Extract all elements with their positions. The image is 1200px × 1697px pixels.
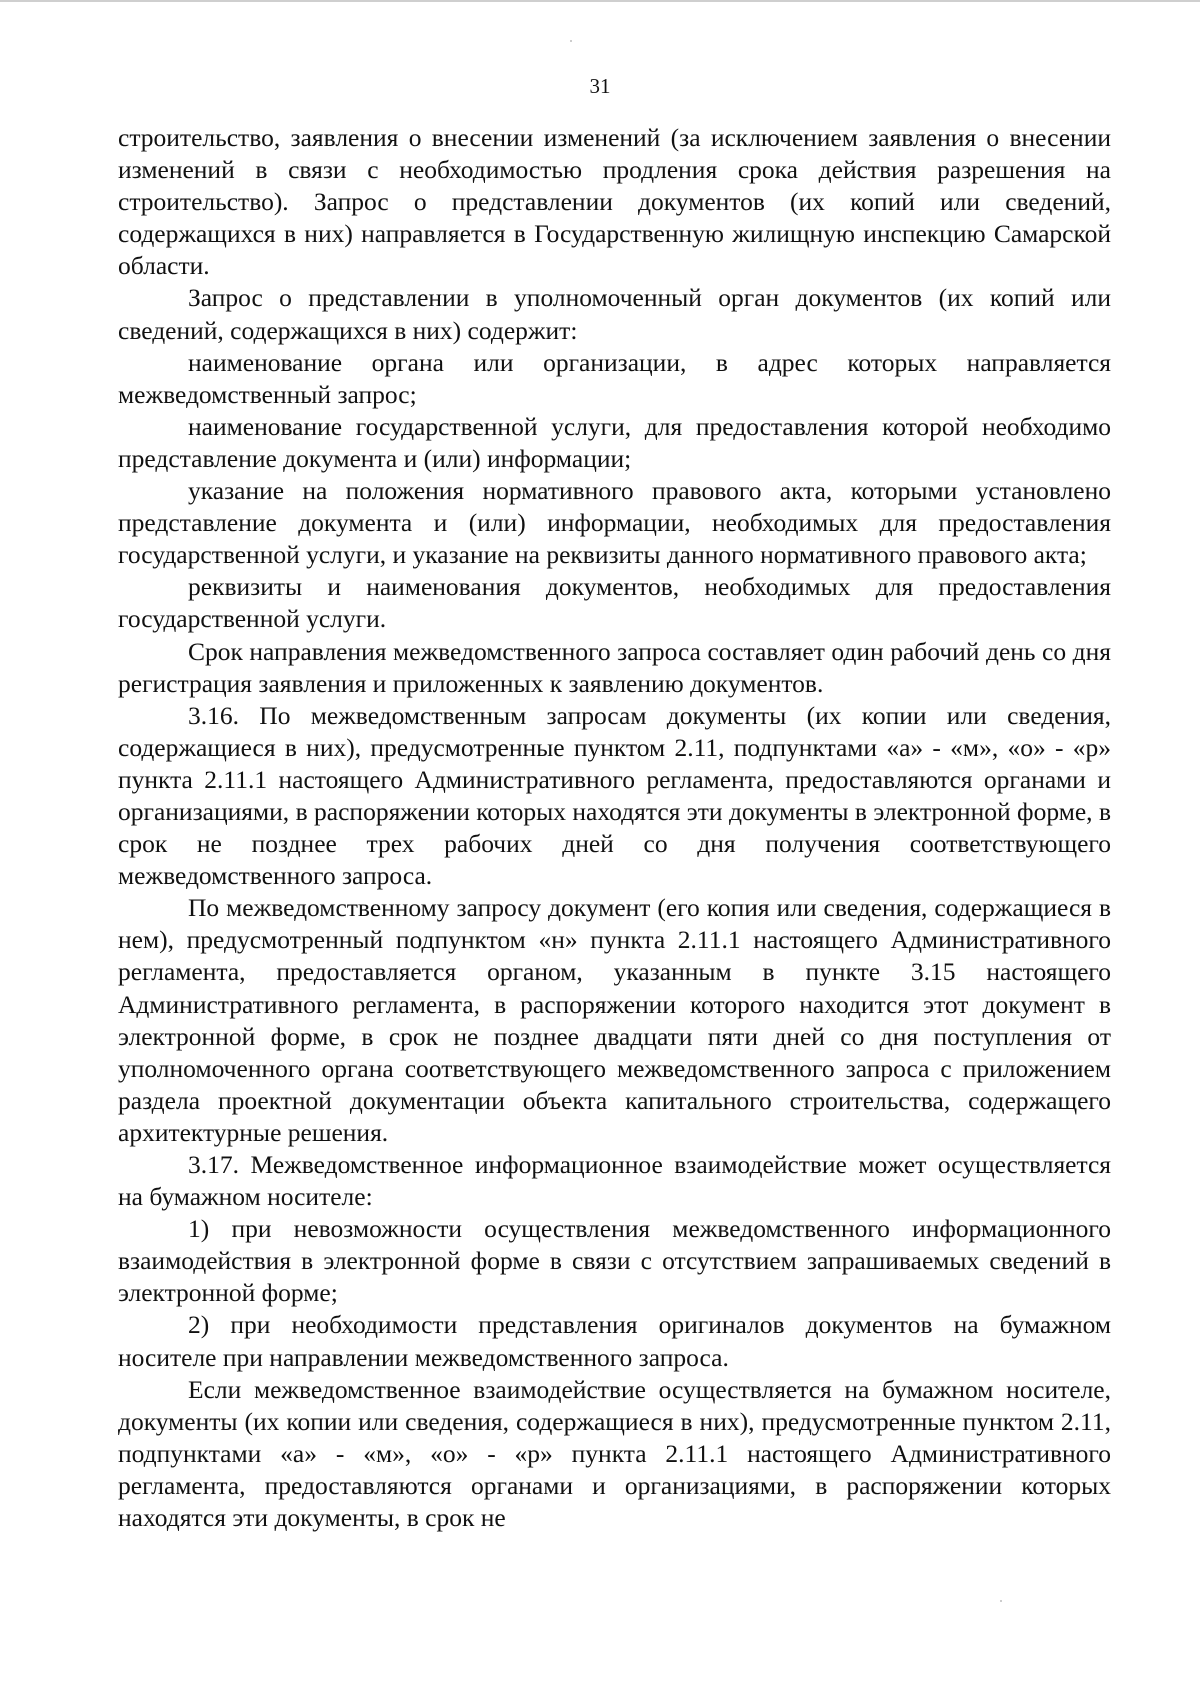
paragraph-continuation: строительство, заявления о внесении изменений (за исключением заявления о внесении изменений в связи с необходимостью продления срока действия разрешения на строительство). Запрос о представлении документов (их копий или сведений, содержащихся в них) направляется в Государственную жилищную инспекцию Самарской области. bbox=[118, 123, 1111, 281]
paragraph-request-deadline: Срок направления межведомственного запроса составляет один рабочий день со дня регистрация заявления и приложенных к заявлению документов. bbox=[118, 636, 1111, 698]
paragraph-3-16-document-n: По межведомственному запросу документ (его копия или сведения, содержащиеся в нем), предусмотренный подпунктом «н» пункта 2.11.1 настоящего Административного регламента, предоставляется органом, указанным в пункте 3.15 настоящего Административного регламента, в распоряжении которого находится этот документ в электронной форме, в срок не позднее двадцати пяти дней со дня поступления от уполномоченного органа соответствующего межведомственного запроса с приложением раздела проектной документации объекта капитального строительства, содержащего архитектурные решения. bbox=[118, 893, 1111, 1147]
page-number: 31 bbox=[589, 74, 611, 98]
paragraph-paper-interaction: Если межведомственное взаимодействие осуществляется на бумажном носителе, документы (их копии или сведения, содержащиеся в них), предусмотренные пунктом 2.11, подпунктами «а» - «м», «о» - «р» пункта 2.11.1 настоящего Административного регламента, предоставляются органами и организациями, в распоряжении которых находятся эти документы, в срок не bbox=[118, 1374, 1111, 1533]
paragraph-3-17: 3.17. Межведомственное информационное взаимодействие может осуществляется на бумажном носителе: bbox=[118, 1150, 1111, 1212]
paragraph-item-requisites: реквизиты и наименования документов, необходимых для предоставления государственной услуги. bbox=[118, 572, 1111, 634]
document-body bbox=[118, 122, 1111, 1534]
paragraph-3-17-item-2: 2) при необходимости представления оригиналов документов на бумажном носителе при направлении межведомственного запроса. bbox=[118, 1310, 1111, 1372]
paragraph-item-organ-name: наименование органа или организации, в адрес которых направляется межведомственный запрос; bbox=[118, 347, 1111, 409]
scan-speck bbox=[1000, 1600, 1002, 1602]
paragraph-item-legal-act: указание на положения нормативного правового акта, которыми установлено представление документа и (или) информации, необходимых для предоставления государственной услуги, и указание на реквизиты данного нормативного правового акта; bbox=[118, 476, 1111, 570]
paragraph-3-17-item-1: 1) при невозможности осуществления межведомственного информационного взаимодействия в электронной форме в связи с отсутствием запрашиваемых сведений в электронной форме; bbox=[118, 1214, 1111, 1308]
page-top-edge bbox=[0, 0, 1200, 2]
paragraph-3-16: 3.16. По межведомственным запросам документы (их копии или сведения, содержащиеся в них), предусмотренные пунктом 2.11, подпунктами «а» - «м», «о» - «р» пункта 2.11.1 настоящего Административного регламента, предоставляются органами и организациями, в распоряжении которых находятся эти документы в электронной форме, в срок не позднее трех рабочих дней со дня получения соответствующего межведомственного запроса. bbox=[118, 700, 1111, 891]
scan-speck bbox=[570, 40, 572, 42]
paragraph-request-content: Запрос о представлении в уполномоченный орган документов (их копий или сведений, содержащихся в них) содержит: bbox=[118, 283, 1111, 345]
paragraph-item-service-name: наименование государственной услуги, для предоставления которой необходимо представление документа и (или) информации; bbox=[118, 411, 1111, 473]
